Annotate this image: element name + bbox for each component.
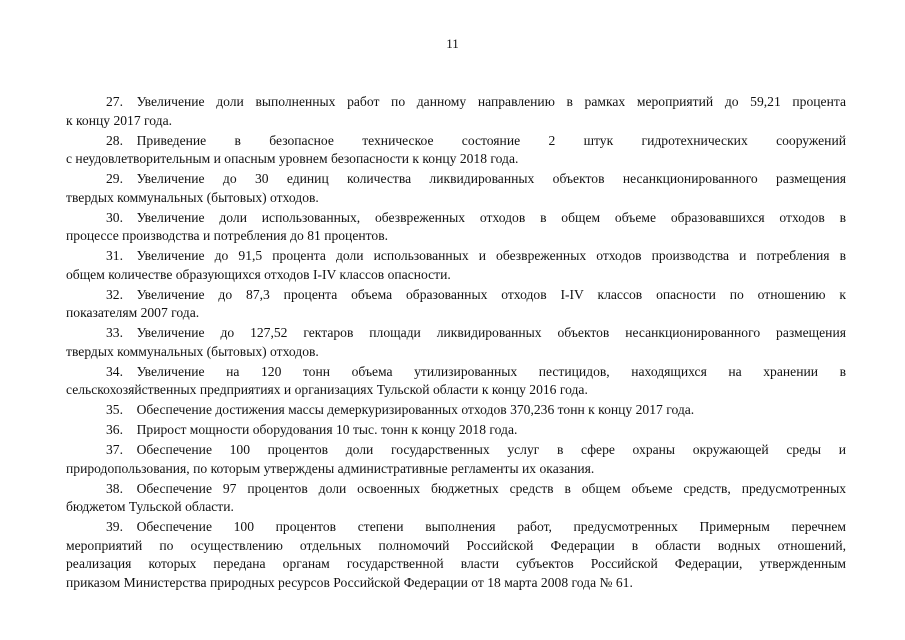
list-item: [66, 247, 846, 284]
paragraph-line: [66, 93, 846, 112]
item-number: 38.: [106, 480, 123, 496]
item-text: процессе производства и потребления до 81 процентов.: [66, 228, 389, 243]
item-text: твердых коммунальных (бытовых) отходов.: [66, 189, 319, 205]
item-text: Увеличение до 87,3 процента объема образованных отходов I-IV классов опасности по отношению к: [136, 286, 846, 302]
item-text: бюджетом Тульской области.: [66, 499, 234, 514]
item-text: Увеличение до 30 единиц количества ликвидированных объектов несанкционированного размещения: [136, 171, 846, 186]
paragraph-line: [66, 304, 846, 323]
item-text: Обеспечение достижения массы демеркуризированных отходов 370,236 тонн к концу 2017 года.: [136, 402, 695, 417]
list-item: [66, 480, 846, 517]
list-item: [66, 518, 846, 592]
item-text: Увеличение на 120 тонн объема утилизированных пестицидов, находящихся на хранении в: [136, 363, 846, 379]
item-number: 33.: [106, 325, 123, 340]
paragraph-line: [66, 498, 846, 517]
paragraph-line: [66, 574, 846, 593]
paragraph-line: [66, 227, 846, 246]
paragraph-line: [66, 555, 846, 574]
list-item: [66, 441, 846, 478]
item-text: Увеличение доли использованных, обезвреженных отходов в общем объеме образовавшихся отходов в: [136, 209, 846, 225]
item-number: 36.: [106, 422, 123, 437]
paragraph-line: [66, 150, 846, 169]
list-item: [66, 286, 846, 323]
paragraph-line: [66, 537, 846, 556]
paragraph-line: [66, 421, 846, 440]
item-number: 28.: [106, 132, 123, 148]
page-number: 11: [446, 36, 459, 51]
item-text: показателям 2007 года.: [66, 305, 200, 320]
paragraph-line: [66, 170, 846, 189]
paragraph-line: [66, 266, 846, 285]
item-number: 35.: [106, 402, 123, 417]
item-text: общем количестве образующихся отходов I-IV классов опасности.: [66, 266, 451, 282]
paragraph-line: [66, 518, 846, 537]
item-number: 39.: [106, 519, 123, 534]
item-text: Прирост мощности оборудования 10 тыс. тонн к концу 2018 года.: [136, 422, 518, 437]
item-number: 27.: [106, 94, 123, 109]
item-text: природопользования, по которым утверждены административные регламенты их оказания.: [66, 460, 595, 476]
item-text: мероприятий по осуществлению отдельных полномочий Российской Федерации в области водных отношений,: [66, 537, 846, 553]
list-item: [66, 401, 846, 420]
paragraph-line: [66, 324, 846, 343]
item-text: приказом Министерства природных ресурсов Российской Федерации от 18 марта 2008 года № 61.: [66, 574, 633, 590]
list-item: [66, 363, 846, 400]
list-item: [66, 421, 846, 440]
item-number: 34.: [106, 363, 123, 379]
paragraph-line: [66, 343, 846, 362]
item-text: Приведение в безопасное техническое состояние 2 штук гидротехнических сооружений: [136, 132, 846, 148]
paragraph-line: [66, 209, 846, 228]
paragraph-line: [66, 247, 846, 266]
paragraph-line: [66, 363, 846, 382]
paragraph-line: [66, 460, 846, 479]
paragraph-line: [66, 441, 846, 460]
list-item: [66, 170, 846, 207]
item-text: Увеличение доли выполненных работ по данному направлению в рамках мероприятий до 59,21 процента: [136, 94, 846, 109]
item-text: Увеличение до 127,52 гектаров площади ликвидированных объектов несанкционированного размещения: [136, 325, 846, 340]
paragraph-line: [66, 112, 846, 131]
item-text: сельскохозяйственных предприятиях и организациях Тульской области к концу 2016 года.: [66, 382, 588, 397]
item-text: с неудовлетворительным и опасным уровнем безопасности к концу 2018 года.: [66, 151, 519, 166]
item-text: Увеличение до 91,5 процента доли использованных и обезвреженных отходов производства и потребления в: [136, 248, 846, 263]
item-number: 37.: [106, 442, 123, 457]
paragraph-line: [66, 286, 846, 305]
paragraph-line: [66, 401, 846, 420]
item-text: реализация которых передана органам государственной власти субъектов Российской Федерации, утвержденным: [66, 556, 846, 571]
list-item: [66, 324, 846, 361]
list-item: [66, 209, 846, 246]
paragraph-line: [66, 381, 846, 400]
paragraph-line: [66, 189, 846, 208]
item-number: 31.: [106, 248, 123, 263]
item-number: 30.: [106, 209, 123, 225]
paragraph-line: [66, 132, 846, 151]
item-text: Обеспечение 100 процентов доли государственных услуг в сфере охраны окружающей среды и: [136, 442, 846, 457]
item-number: 32.: [106, 286, 123, 302]
numbered-list: [66, 93, 846, 594]
item-text: Обеспечение 100 процентов степени выполнения работ, предусмотренных Примерным перечнем: [136, 519, 846, 534]
list-item: [66, 93, 846, 130]
item-text: Обеспечение 97 процентов доли освоенных бюджетных средств в общем объеме средств, предусмотренных: [136, 480, 846, 496]
paragraph-line: [66, 480, 846, 499]
item-text: твердых коммунальных (бытовых) отходов.: [66, 343, 319, 359]
list-item: [66, 132, 846, 169]
item-number: 29.: [106, 171, 123, 186]
item-text: к концу 2017 года.: [66, 112, 173, 128]
